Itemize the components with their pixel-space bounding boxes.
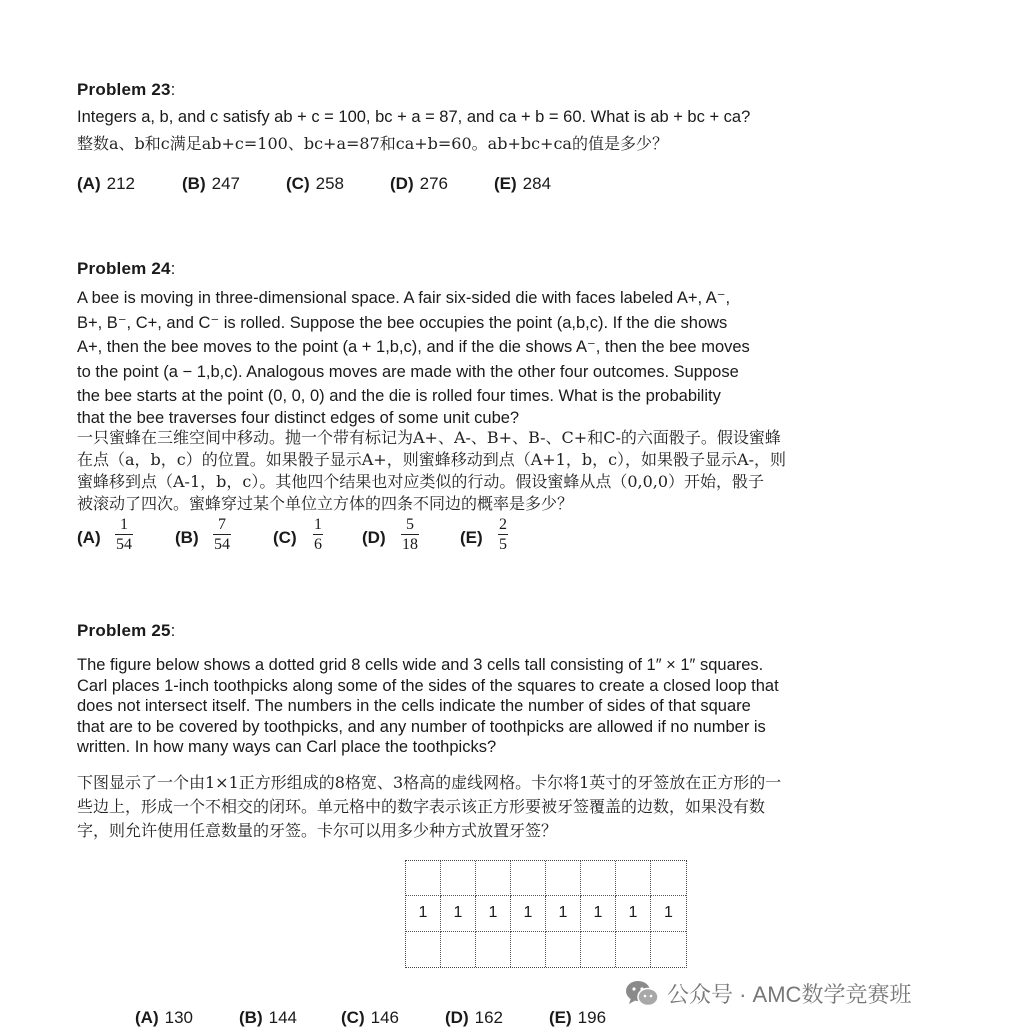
problem-25-text-cn bbox=[77, 771, 907, 843]
watermark-text: 公众号 · AMC数学竞赛班 bbox=[667, 982, 912, 1007]
text-line: to the point (a − 1,b,c). Analogous moves are made with the other four outcomes. Suppose bbox=[77, 362, 739, 381]
grid-cell: 1 bbox=[441, 896, 476, 931]
wechat-icon bbox=[625, 979, 659, 1009]
choice-d-fraction: $\frac{5}{18}$ bbox=[402, 516, 418, 553]
problem-24-text-cn bbox=[77, 427, 892, 515]
text-line: A+, then the bee moves to the point (a + 1,b,c), and if the die shows A⁻, then the bee moves bbox=[77, 338, 750, 356]
text-line: B+, B⁻, C+, and C⁻ is rolled. Suppose the bee occupies the point (a,b,c). If the die shows bbox=[77, 313, 728, 332]
grid-cell bbox=[441, 932, 476, 967]
text-line: 些边上，形成一个不相交的闭环。单元格中的数字表示该正方形要被牙签覆盖的边数，如果没有数 bbox=[77, 797, 766, 816]
problem-23-title: Problem 23: bbox=[77, 80, 176, 99]
problem-23-text-en: Integers a, b, and c satisfy ab + c = 100, bc + a = 87, and ca + b = 60. What is ab + bc + ca? bbox=[77, 108, 751, 126]
choice-c: (C) 146 bbox=[341, 1008, 399, 1027]
choice-e-fraction: $\frac{2}{5}$ bbox=[499, 516, 507, 553]
choice-e: (E) 196 bbox=[549, 1008, 607, 1027]
grid-cell bbox=[546, 932, 581, 967]
grid-cell bbox=[511, 932, 546, 967]
choice-a: (A) 212 bbox=[77, 174, 135, 193]
grid-cell: 1 bbox=[581, 896, 616, 931]
grid-cell: 1 bbox=[546, 896, 581, 931]
choice-d: (D) 162 bbox=[445, 1008, 503, 1027]
choice-c-label: (C) bbox=[273, 528, 297, 547]
grid-cell: 1 bbox=[616, 896, 651, 931]
text-line: written. In how many ways can Carl place the toothpicks? bbox=[77, 738, 497, 756]
grid-cell bbox=[546, 861, 581, 896]
problem-25-text-en bbox=[77, 655, 907, 758]
grid-cell bbox=[616, 932, 651, 967]
choice-c-fraction: $\frac{1}{6}$ bbox=[314, 516, 322, 553]
text-line: The figure below shows a dotted grid 8 cells wide and 3 cells tall consisting of 1″ × 1″ squares. bbox=[77, 656, 764, 674]
problem-25-choices bbox=[135, 1008, 625, 1030]
grid-cell bbox=[476, 932, 511, 967]
problem-24-title: Problem 24: bbox=[77, 259, 176, 278]
choice-d-label: (D) bbox=[362, 528, 386, 547]
text-line: that the bee traverses four distinct edges of some unit cube? bbox=[77, 408, 520, 427]
problem-23-text-cn: 整数a、b和c满足ab+c=100、bc+a=87和ca+b=60。ab+bc+ca的值是多少？ bbox=[77, 134, 668, 153]
choice-b: (B) 247 bbox=[182, 174, 240, 193]
text-line: that are to be covered by toothpicks, and any number of toothpicks are allowed if no number is bbox=[77, 717, 766, 736]
grid-cell bbox=[581, 932, 616, 967]
grid-cell bbox=[651, 861, 686, 896]
text-line: the bee starts at the point (0, 0, 0) and the die is rolled four times. What is the probability bbox=[77, 387, 721, 405]
choice-a-label: (A) bbox=[77, 528, 101, 547]
grid-cell: 1 bbox=[406, 896, 441, 931]
text-line: does not intersect itself. The numbers in the cells indicate the number of sides of that square bbox=[77, 697, 751, 715]
choice-c: (C) 258 bbox=[286, 174, 344, 193]
text-line: 一只蜜蜂在三维空间中移动。抛一个带有标记为A+、A-、B+、B-、C+和C-的六面骰子。假设蜜蜂 bbox=[77, 428, 781, 447]
choice-e-label: (E) bbox=[460, 528, 483, 547]
grid-cell: 1 bbox=[476, 896, 511, 931]
grid-cell: 1 bbox=[511, 896, 546, 931]
choice-b-fraction: $\frac{7}{54}$ bbox=[214, 516, 230, 553]
text-line: 被滚动了四次。蜜蜂穿过某个单位立方体的四条不同边的概率是多少？ bbox=[77, 494, 574, 513]
choice-b-label: (B) bbox=[175, 528, 199, 547]
dotted-grid bbox=[405, 860, 687, 968]
grid-cell bbox=[651, 932, 686, 967]
grid-cell bbox=[616, 861, 651, 896]
text-line: 在点（a，b，c）的位置。如果骰子显示A+，则蜜蜂移动到点（A+1，b，c），如果骰子显示A-，则 bbox=[77, 450, 787, 469]
grid-cell bbox=[476, 861, 511, 896]
grid-cell bbox=[406, 861, 441, 896]
text-line: 下图显示了一个由1×1正方形组成的8格宽、3格高的虚线网格。卡尔将1英寸的牙签放在正方形的一 bbox=[77, 773, 782, 792]
problem-24-choices bbox=[77, 512, 537, 562]
watermark bbox=[625, 978, 911, 1009]
problem-23-choices bbox=[77, 174, 677, 196]
grid-cell bbox=[441, 861, 476, 896]
grid-cell bbox=[581, 861, 616, 896]
problem-25-title: Problem 25: bbox=[77, 621, 176, 640]
choice-a-fraction: $\frac{1}{54}$ bbox=[116, 516, 132, 553]
choice-d: (D) 276 bbox=[390, 174, 448, 193]
choice-e: (E) 284 bbox=[494, 174, 552, 193]
text-line: 字，则允许使用任意数量的牙签。卡尔可以用多少种方式放置牙签？ bbox=[77, 821, 558, 840]
grid-cell: 1 bbox=[651, 896, 686, 931]
grid-cell bbox=[406, 932, 441, 967]
choice-b: (B) 144 bbox=[239, 1008, 297, 1027]
text-line: 蜜蜂移到点（A-1，b，c）。其他四个结果也对应类似的行动。假设蜜蜂从点（0,0,0）开始，骰子 bbox=[77, 472, 765, 491]
problem-24-text-en bbox=[77, 288, 892, 429]
text-line: Carl places 1-inch toothpicks along some of the sides of the squares to create a closed loop that bbox=[77, 676, 779, 695]
choice-a: (A) 130 bbox=[135, 1008, 193, 1027]
grid-cell bbox=[511, 861, 546, 896]
text-line: A bee is moving in three-dimensional space. A fair six-sided die with faces labeled A+, A⁻, bbox=[77, 289, 731, 307]
